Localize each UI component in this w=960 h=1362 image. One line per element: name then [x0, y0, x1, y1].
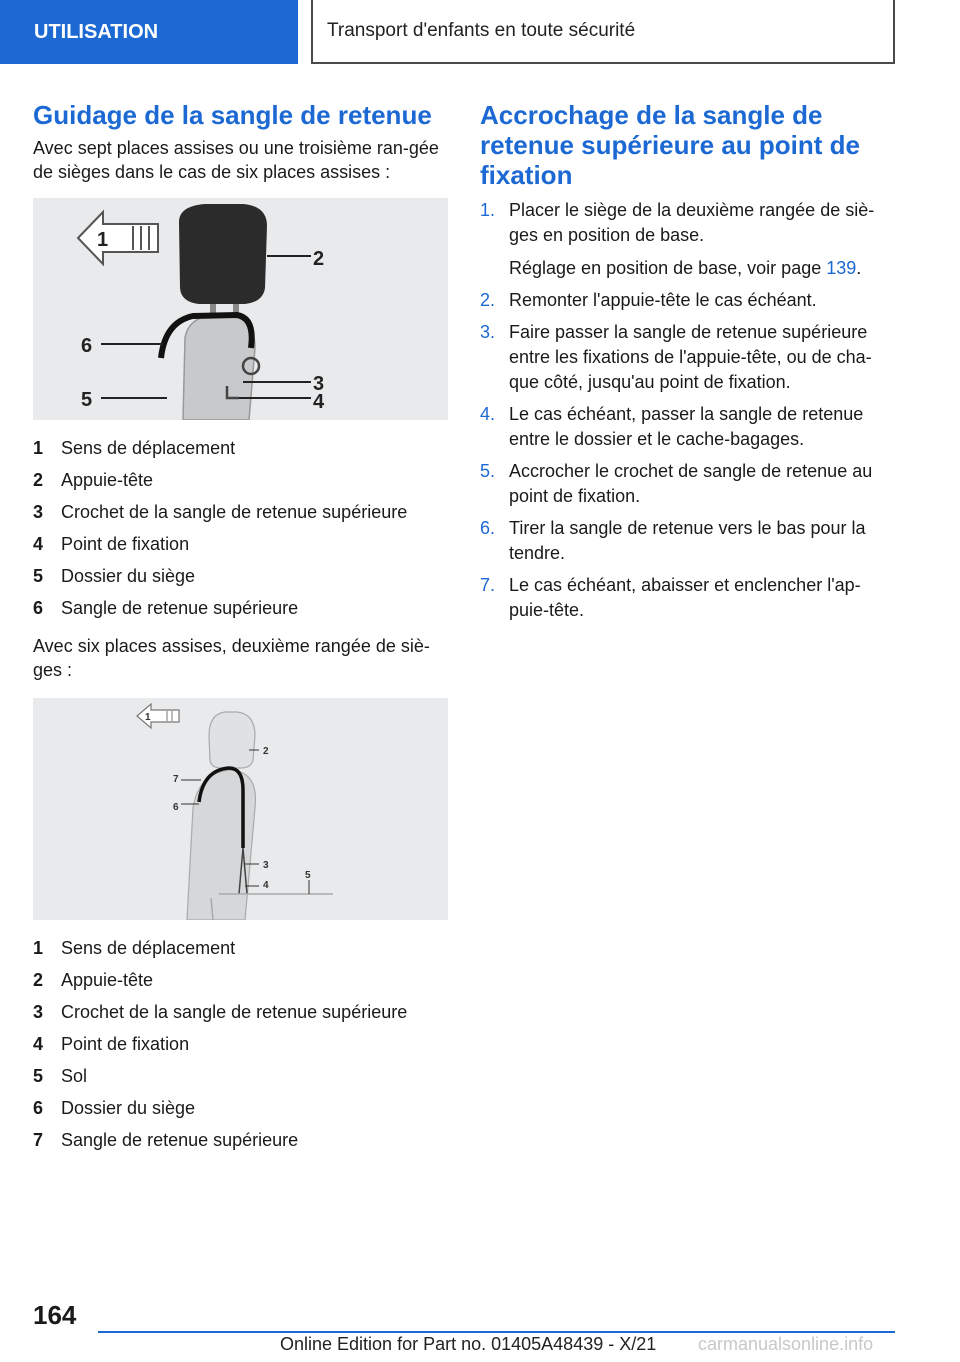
step-text: Le cas échéant, abaisser et enclencher l'ap-puie-tête. — [509, 575, 861, 620]
step-text: Accrocher le crochet de sangle de retenue au point de fixation. — [509, 461, 873, 506]
legend-text: Dossier du siège — [61, 566, 196, 586]
legend-number: 4 — [33, 1034, 44, 1054]
step-number: 2. — [480, 290, 496, 310]
step-item — [480, 198, 898, 281]
legend-row — [33, 528, 448, 560]
step-number: 5. — [480, 461, 496, 481]
legend-2 — [33, 932, 448, 1156]
section-heading-right: Accrochage de la sangle de retenue supérieure au point de fixation — [480, 100, 860, 190]
figure-headrest-six-seats — [33, 698, 448, 920]
seat-back-shape — [187, 770, 256, 920]
headrest-shape — [209, 712, 255, 768]
figure-headrest-seven-seats — [33, 198, 448, 420]
legend-number: 5 — [33, 1066, 44, 1086]
step-number: 6. — [480, 518, 496, 538]
headrest-shape — [179, 204, 267, 304]
legend-text: Point de fixation — [61, 1034, 190, 1054]
legend-number: 2 — [33, 470, 44, 490]
legend-text: Sangle de retenue supérieure — [61, 598, 299, 618]
step-number: 7. — [480, 575, 496, 595]
figure2-label-1: 1 — [145, 712, 151, 723]
legend-number: 6 — [33, 598, 44, 618]
step-text: Le cas échéant, passer la sangle de retenue entre le dossier et le cache-bagages. — [509, 404, 864, 449]
chapter-header — [311, 0, 895, 64]
legend-text: Appuie-tête — [61, 970, 154, 990]
legend-row — [33, 932, 448, 964]
figure2-label-5: 5 — [305, 870, 311, 881]
legend-number: 3 — [33, 502, 44, 522]
legend-number: 2 — [33, 970, 44, 990]
figure1-label-3: 3 — [313, 373, 325, 395]
step-text: Placer le siège de la deuxième rangée de siè-ges en position de base. — [509, 200, 875, 245]
legend-text: Crochet de la sangle de retenue supérieure — [61, 1002, 408, 1022]
step-subtext-prefix: Réglage en position de base, voir page — [509, 258, 827, 278]
legend-row — [33, 1124, 448, 1156]
legend-number: 1 — [33, 438, 44, 458]
step-item — [480, 320, 898, 395]
legend-number: 6 — [33, 1098, 44, 1118]
legend-text: Appuie-tête — [61, 470, 154, 490]
page-number: 164 — [33, 1300, 77, 1330]
intro-text-1: Avec sept places assises ou une troisième ran-gée de sièges dans le cas de six places assises : — [33, 138, 439, 182]
headrest-illustration-1 — [33, 198, 448, 420]
step-item — [480, 573, 898, 623]
figure2-label-7: 7 — [173, 774, 179, 785]
step-item — [480, 288, 898, 313]
footer-rule — [98, 1331, 895, 1333]
figure2-label-2: 2 — [263, 746, 269, 757]
figure1-label-2: 2 — [313, 248, 325, 270]
legend-number: 1 — [33, 938, 44, 958]
legend-text: Dossier du siège — [61, 1098, 196, 1118]
legend-number: 7 — [33, 1130, 44, 1150]
legend-number: 3 — [33, 1002, 44, 1022]
page-link[interactable]: 139 — [826, 258, 857, 278]
step-number: 3. — [480, 322, 496, 342]
headrest-illustration-2 — [33, 698, 448, 920]
step-text: Tirer la sangle de retenue vers le bas pour la tendre. — [509, 518, 866, 563]
legend-text: Sol — [61, 1066, 88, 1086]
legend-text: Sens de déplacement — [61, 438, 236, 458]
step-item — [480, 402, 898, 452]
legend-text: Sangle de retenue supérieure — [61, 1130, 299, 1150]
legend-number: 4 — [33, 534, 44, 554]
direction-arrow-icon — [137, 704, 179, 728]
section-label: UTILISATION — [34, 20, 159, 43]
legend-row — [33, 592, 448, 624]
figure2-label-3: 3 — [263, 860, 269, 871]
step-item — [480, 459, 898, 509]
legend-row — [33, 996, 448, 1028]
legend-row — [33, 1060, 448, 1092]
legend-row — [33, 560, 448, 592]
legend-row — [33, 1028, 448, 1060]
step-subtext — [509, 256, 898, 281]
direction-arrow-icon — [78, 212, 158, 264]
left-column — [33, 100, 448, 1156]
figure2-label-4: 4 — [263, 880, 269, 891]
legend-text: Point de fixation — [61, 534, 190, 554]
section-tab — [0, 0, 298, 64]
legend-row — [33, 496, 448, 528]
legend-row — [33, 1092, 448, 1124]
intro-text-2: Avec six places assises, deuxième rangée de siè-ges : — [33, 636, 430, 680]
legend-text: Sens de déplacement — [61, 938, 236, 958]
legend-row — [33, 432, 448, 464]
legend-1 — [33, 432, 448, 624]
figure1-label-4: 4 — [313, 391, 325, 413]
chapter-title: Transport d'enfants en toute sécurité — [327, 20, 636, 41]
step-number: 1. — [480, 200, 496, 220]
step-number: 4. — [480, 404, 496, 424]
legend-row — [33, 464, 448, 496]
legend-text: Crochet de la sangle de retenue supérieure — [61, 502, 408, 522]
section-heading-left: Guidage de la sangle de retenue — [33, 100, 432, 130]
figure1-label-1: 1 — [97, 229, 109, 251]
steps-list — [480, 198, 898, 623]
figure2-label-6: 6 — [173, 802, 179, 813]
right-column — [480, 100, 898, 630]
legend-number: 5 — [33, 566, 44, 586]
figure1-label-6: 6 — [81, 335, 93, 357]
step-subtext-suffix: . — [856, 258, 862, 278]
step-item — [480, 516, 898, 566]
legend-row — [33, 964, 448, 996]
footer-edition: Online Edition for Part no. 01405A48439 - X/21 — [280, 1334, 657, 1354]
step-text: Remonter l'appuie-tête le cas échéant. — [509, 290, 817, 310]
step-text: Faire passer la sangle de retenue supérieure entre les fixations de l'appuie-tête, ou de cha-que côté, jusqu'au point de fixation. — [509, 322, 872, 392]
watermark-text: carmanualsonline.info — [698, 1334, 874, 1354]
figure1-label-5: 5 — [81, 389, 93, 411]
